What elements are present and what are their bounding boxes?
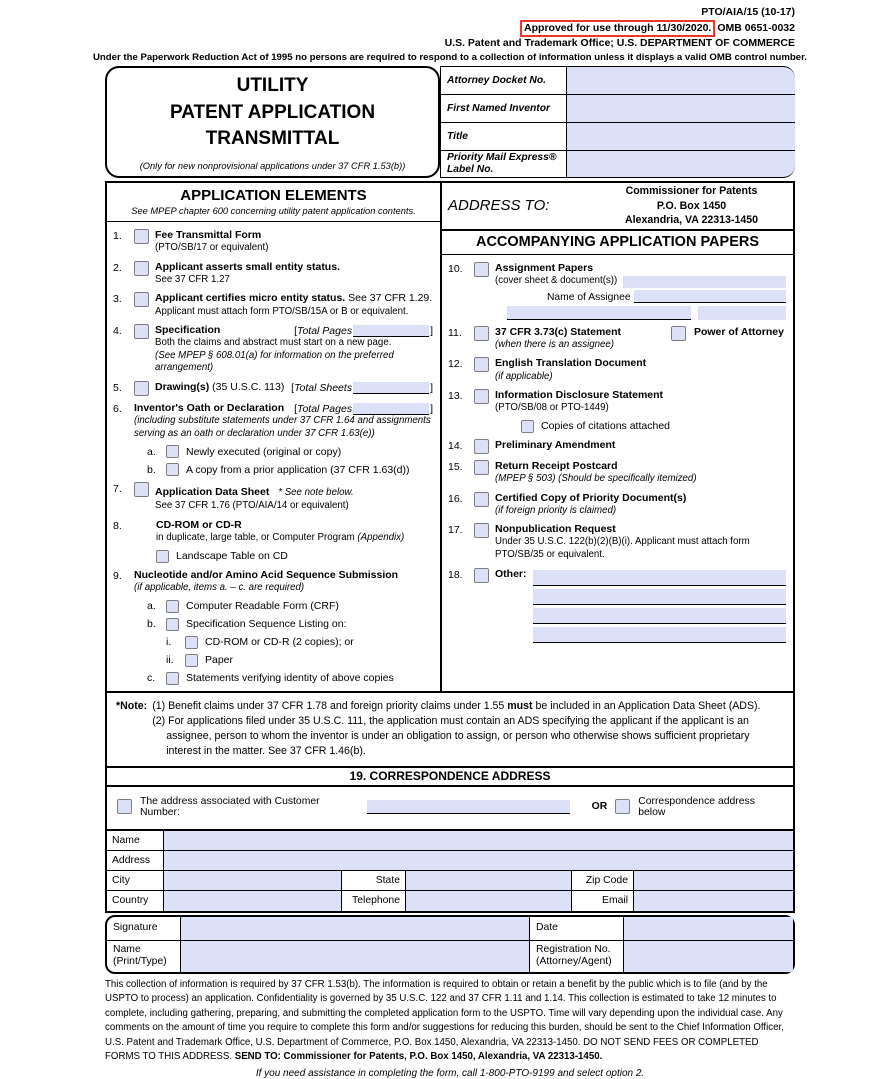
cover-sheet-row <box>495 275 786 288</box>
item-6a-row <box>147 445 433 458</box>
assignee-continuation-input-1[interactable] <box>507 306 691 320</box>
item-3-title-suffix: See 37 CFR 1.29. <box>345 292 433 305</box>
correspondence-header: 19. CORRESPONDENCE ADDRESS <box>107 766 793 787</box>
other-input-line-3[interactable] <box>533 608 787 624</box>
crf-checkbox[interactable] <box>166 600 179 613</box>
item-9bi-row <box>166 636 433 649</box>
item-16-sub: (if foreign priority is claimed) <box>495 504 617 516</box>
state-input[interactable] <box>405 871 571 890</box>
first-named-inventor-input[interactable] <box>567 94 795 122</box>
name-of-assignee-input[interactable] <box>634 290 786 303</box>
micro-entity-checkbox[interactable] <box>134 292 149 307</box>
accompanying-papers-list <box>442 255 793 652</box>
send-to-bold: SEND TO: Commissioner for Patents, P.O. Box 1450, Alexandria, VA 22313-1450. <box>234 1051 603 1063</box>
other-input-line-4[interactable] <box>533 627 787 643</box>
form-header <box>105 6 795 51</box>
address-to-label: ADDRESS TO: <box>448 197 550 215</box>
item-6a-label: a. <box>147 445 156 458</box>
country-telephone-email-row <box>107 891 793 911</box>
accompanying-papers-header: ACCOMPANYING APPLICATION PAPERS <box>442 231 793 255</box>
item-10-title: Assignment Papers <box>495 261 594 274</box>
item-3-micro-entity <box>113 292 433 318</box>
first-named-inventor-row <box>440 94 795 122</box>
item-14-number: 14. <box>448 439 463 452</box>
item-1-title: Fee Transmittal Form <box>155 228 262 241</box>
item-6-oath-declaration <box>113 402 433 476</box>
form-title-subtitle: (Only for new nonprovisional applications under 37 CFR 1.53(b)) <box>139 160 406 171</box>
item-8-appendix: (Appendix) <box>357 532 405 544</box>
item-14-title: Preliminary Amendment <box>495 438 616 451</box>
title-row <box>440 122 795 150</box>
correspondence-below-text: Correspondence address below <box>638 795 755 818</box>
item-13-title: Information Disclosure Statement <box>495 389 664 402</box>
main-form-area <box>105 181 795 913</box>
assignment-papers-checkbox[interactable] <box>474 262 489 277</box>
return-receipt-checkbox[interactable] <box>474 460 489 475</box>
correspondence-below-checkbox[interactable] <box>615 799 630 814</box>
note-1-must: must <box>507 699 533 712</box>
cdrom-copies-checkbox[interactable] <box>185 636 198 649</box>
english-translation-checkbox[interactable] <box>474 357 489 372</box>
power-of-attorney-label: Power of Attorney <box>693 325 784 338</box>
power-of-attorney-checkbox[interactable] <box>671 326 686 341</box>
item-3-sub: Applicant must attach form PTO/SB/15A or B or equivalent. <box>155 305 409 317</box>
cfr-373c-checkbox[interactable] <box>474 326 489 341</box>
approval-highlight-box: Approved for use through 11/30/2020. <box>520 20 715 38</box>
city-label: City <box>112 874 130 886</box>
item-9bii-row <box>166 654 433 667</box>
item-5-drawings <box>113 381 433 396</box>
commissioner-address: Commissioner for Patents P.O. Box 1450 Alexandria, VA 22313-1450 <box>624 185 759 227</box>
header-fields-table <box>440 66 795 178</box>
note-label: *Note: <box>116 699 148 712</box>
nonpublication-checkbox[interactable] <box>474 523 489 538</box>
item-9a-label: a. <box>147 600 156 612</box>
item-12-english-translation <box>448 357 786 383</box>
accompanying-papers-column <box>440 183 793 691</box>
priority-mail-label: Priority Mail Express® Label No. <box>440 150 567 178</box>
form-body <box>93 6 807 1079</box>
total-pages-label: Total Pages <box>297 325 353 338</box>
item-9-number: 9. <box>113 569 122 582</box>
zip-input[interactable] <box>633 871 793 890</box>
omb-number: OMB 0651-0032 <box>717 21 795 34</box>
item-8-sub: in duplicate, large table, or Computer Program (Appendix) <box>156 532 405 544</box>
item-7-title: Application Data Sheet <box>155 486 270 499</box>
item-2-small-entity <box>113 261 433 287</box>
priority-mail-input[interactable] <box>567 150 795 178</box>
assistance-line: If you need assistance in completing the form, call 1-800-PTO-9199 and select option 2. <box>255 1067 645 1079</box>
name-input[interactable] <box>163 831 793 850</box>
specification-total-pages-input[interactable] <box>353 325 429 337</box>
item-8-title: CD-ROM or CD-R <box>156 519 242 532</box>
preliminary-amendment-checkbox[interactable] <box>474 439 489 454</box>
item-18-title: Other: <box>495 567 527 580</box>
item-12-title: English Translation Document <box>495 357 647 370</box>
head-section <box>105 66 795 178</box>
item-15-number: 15. <box>448 460 463 473</box>
note-1: (1) Benefit claims under 37 CFR 1.78 and foreign priority claims under 1.55 must be included in an Application Data Sheet (ADS). <box>152 699 761 712</box>
telephone-label: Telephone <box>341 891 405 911</box>
city-state-zip-row <box>107 871 793 891</box>
signature-block <box>105 915 795 974</box>
application-data-sheet-checkbox[interactable] <box>134 482 149 497</box>
paperwork-reduction-notice: Under the Paperwork Reduction Act of 1995 no persons are required to respond to a collection of information unless it displays a valid OMB control number. <box>93 51 807 63</box>
city-input[interactable] <box>163 871 341 890</box>
item-9-sub: (if applicable, items a. – c. are required) <box>134 581 305 593</box>
item-4-title: Specification <box>155 324 221 337</box>
item-14-preliminary-amendment <box>448 439 786 454</box>
or-label: OR <box>591 801 608 813</box>
item-16-title: Certified Copy of Priority Document(s) <box>495 491 687 504</box>
printed-name-label: Name (Print/Type) <box>113 943 167 968</box>
oath-total-pages-label: Total Pages <box>297 403 353 416</box>
item-7-sub: See 37 CFR 1.76 (PTO/AIA/14 or equivalent) <box>155 500 349 512</box>
item-2-number: 2. <box>113 261 122 274</box>
item-9c-text: Statements verifying identity of above copies <box>186 672 394 684</box>
approval-line <box>105 20 795 38</box>
item-9a-row <box>147 600 433 613</box>
item-15-sub: (MPEP § 503) (Should be specifically itemized) <box>495 472 697 484</box>
date-label: Date <box>529 917 623 940</box>
item-15-return-receipt <box>448 460 786 486</box>
ids-checkbox[interactable] <box>474 389 489 404</box>
item-2-title: Applicant asserts small entity status. <box>155 260 340 273</box>
item-17-title: Nonpublication Request <box>495 523 616 536</box>
item-7-number: 7. <box>113 483 122 496</box>
assignee-row <box>547 290 786 303</box>
attorney-docket-input[interactable] <box>567 66 795 94</box>
item-8-cdrom <box>113 519 433 563</box>
item-11-number: 11. <box>448 326 462 339</box>
email-input[interactable] <box>633 891 793 911</box>
printed-name-registration-row <box>107 941 793 972</box>
item-11-373c-statement <box>448 326 786 352</box>
item-2-sub: See 37 CFR 1.27 <box>155 273 230 285</box>
first-named-inventor-label: First Named Inventor <box>440 94 567 122</box>
landscape-table-row <box>156 550 433 563</box>
item-4-number: 4. <box>113 325 122 338</box>
other-checkbox[interactable] <box>474 568 489 583</box>
country-label: Country <box>112 895 149 907</box>
item-8-number: 8. <box>113 520 122 533</box>
email-label: Email <box>571 891 633 911</box>
name-row <box>107 831 793 851</box>
item-9b-text: Specification Sequence Listing on: <box>186 618 347 630</box>
item-9b-label: b. <box>147 618 156 630</box>
assignment-input-top[interactable] <box>623 276 786 288</box>
oath-total-pages-input[interactable] <box>353 403 429 415</box>
registration-number-input[interactable] <box>623 941 793 972</box>
title-input[interactable] <box>567 122 795 150</box>
item-9c-label: c. <box>147 672 156 684</box>
address-to-row <box>442 183 793 231</box>
item-6-sub: (including substitute statements under 37 CFR 1.64 and assignments serving as an oath or declaration under 37 CFR 1.63(e)) <box>134 415 431 439</box>
form-title: UTILITY PATENT APPLICATION TRANSMITTAL <box>169 75 376 150</box>
item-5-number: 5. <box>113 382 122 395</box>
assignee-continuation-input-2[interactable] <box>698 306 786 320</box>
item-12-sub: (if applicable) <box>495 370 553 382</box>
title-box <box>105 66 440 178</box>
item-3-number: 3. <box>113 293 122 306</box>
priority-mail-row <box>440 150 795 178</box>
title-label: Title <box>440 122 567 150</box>
customer-number-checkbox[interactable] <box>117 799 132 814</box>
citations-row <box>521 420 786 433</box>
state-label: State <box>341 871 405 890</box>
item-10-sub: (cover sheet & document(s)) <box>495 275 618 287</box>
item-4-specification <box>113 324 433 375</box>
item-9-sequence-submission <box>113 569 433 685</box>
other-input-line-1[interactable] <box>533 570 787 586</box>
item-13-ids <box>448 389 786 433</box>
registration-number-label: Registration No. (Attorney/Agent) <box>529 941 623 972</box>
drawings-total-sheets-input[interactable] <box>353 382 429 394</box>
item-16-certified-copy <box>448 492 786 518</box>
total-sheets-bracket: [ Total Sheets ] <box>291 382 433 395</box>
customer-number-row <box>107 787 793 829</box>
zip-label: Zip Code <box>571 871 633 890</box>
other-input-line-2[interactable] <box>533 589 787 605</box>
item-6b-label: b. <box>147 463 156 476</box>
country-input[interactable] <box>163 891 341 911</box>
certified-copy-checkbox[interactable] <box>474 492 489 507</box>
item-9a-text: Computer Readable Form (CRF) <box>186 600 339 612</box>
other-input-lines <box>533 568 787 646</box>
item-1-number: 1. <box>113 229 122 242</box>
name-label: Name <box>112 834 140 846</box>
item-12-number: 12. <box>448 358 463 371</box>
date-input[interactable] <box>623 917 793 940</box>
item-1-fee-transmittal <box>113 229 433 255</box>
item-9b-row <box>147 618 433 631</box>
printed-name-input[interactable] <box>180 941 529 972</box>
item-9bi-label: i. <box>166 636 172 648</box>
item-9bi-text: CD-ROM or CD-R (2 copies); or <box>205 636 354 648</box>
specification-checkbox[interactable] <box>134 324 149 339</box>
signature-label: Signature <box>113 921 158 933</box>
signature-date-row <box>107 917 793 941</box>
item-13-number: 13. <box>448 390 463 403</box>
item-6a-text: Newly executed (original or copy) <box>186 445 342 458</box>
item-4-sub2: (See MPEP § 608.01(a) for information on the preferred arrangement) <box>155 349 394 374</box>
item-17-sub: Under 35 U.S.C. 122(b)(2)(B)(i). Applicant must attach form PTO/SB/35 or equivalent. <box>495 536 750 561</box>
application-elements-header <box>107 183 440 222</box>
burden-statement: This collection of information is required by 37 CFR 1.53(b). The information is required to obtain or retain a benefit by the public which is to file (and by the USPTO to process) an application. Confidentiality is governed by 35 U.S.C. 122 and 37 CFR 1.11 and 1.14. This collection is estimated to take 12 minutes to complete, including gathering, preparing, and submitting the completed application form to the USPTO. Time will vary depending upon the individual case. Any comments on the amount of time you require to complete this form and/or suggestions for reducing this burden, should be sent to the Chief Information Officer, U.S. Patent and Trademark Office, U.S. Department of Commerce, P.O. Box 1450, Alexandria, VA 22313-1450. DO NOT SEND FEES OR COMPLETED FORMS TO THIS ADDRESS. SEND TO: Commissioner for Patents, P.O. Box 1450, Alexandria, VA 22313-1450. <box>105 978 784 1063</box>
item-1-sub: (PTO/SB/17 or equivalent) <box>155 242 269 254</box>
item-6-title: Inventor's Oath or Declaration <box>134 402 285 415</box>
power-of-attorney-group <box>671 326 786 352</box>
newly-executed-checkbox[interactable] <box>166 445 179 458</box>
application-elements-subtitle: See MPEP chapter 600 concerning utility patent application contents. <box>131 205 416 216</box>
item-16-number: 16. <box>448 492 463 505</box>
telephone-input[interactable] <box>405 891 571 911</box>
total-pages-bracket: [ Total Pages ] <box>294 325 433 338</box>
item-4-sub1: Both the claims and abstract must start on a new page. <box>155 337 392 349</box>
assignee-continuation-row <box>507 306 786 320</box>
note-2: (2) For applications filed under 35 U.S.C. 111, the application must contain an ADS specifying the applicant if the applicant is an assignee, person to whom the inventor is under an obligation to assign, or person who otherwise shows sufficient proprietary interest in the matter. See 37 CFR 1.46(b). <box>152 714 750 757</box>
paper-checkbox[interactable] <box>185 654 198 667</box>
form-number: PTO/AIA/15 (10-17) <box>701 6 795 18</box>
statements-verifying-checkbox[interactable] <box>166 672 179 685</box>
fee-transmittal-checkbox[interactable] <box>134 229 149 244</box>
item-7-note: * See note below. <box>278 487 354 499</box>
customer-number-input[interactable] <box>367 800 569 814</box>
signature-input[interactable] <box>180 917 529 940</box>
sequence-listing-checkbox[interactable] <box>166 618 179 631</box>
total-sheets-label: Total Sheets <box>294 382 353 395</box>
landscape-table-text: Landscape Table on CD <box>176 550 288 563</box>
item-9bii-text: Paper <box>205 654 234 666</box>
item-18-other <box>448 568 786 646</box>
item-17-number: 17. <box>448 524 463 537</box>
item-3-title: Applicant certifies micro entity status. See 37 CFR 1.29. <box>155 292 433 305</box>
item-7-application-data-sheet <box>113 482 433 513</box>
item-15-title: Return Receipt Postcard <box>495 459 618 472</box>
small-entity-checkbox[interactable] <box>134 261 149 276</box>
item-18-number: 18. <box>448 568 463 581</box>
customer-number-text: The address associated with Customer Number: <box>140 795 320 818</box>
application-elements-column <box>107 183 440 691</box>
citations-attached-text: Copies of citations attached <box>541 420 670 433</box>
item-13-sub: (PTO/SB/08 or PTO-1449) <box>495 402 609 414</box>
item-6b-text: A copy from a prior application (37 CFR 1.63(d)) <box>186 463 410 476</box>
oath-total-pages-bracket: [ Total Pages ] <box>294 403 433 416</box>
item-5-title: Drawing(s) (35 U.S.C. 113) <box>155 381 285 394</box>
note-section <box>107 691 793 766</box>
correspondence-address-table <box>107 829 793 911</box>
address-label: Address <box>112 854 151 866</box>
agency-line: U.S. Patent and Trademark Office; U.S. DEPARTMENT OF COMMERCE <box>444 37 795 50</box>
item-17-nonpublication <box>448 523 786 561</box>
item-10-number: 10. <box>448 262 463 275</box>
attorney-docket-row <box>440 66 795 94</box>
item-9bii-label: ii. <box>166 654 174 666</box>
two-column-section <box>107 183 793 691</box>
item-10-assignment-papers <box>448 262 786 320</box>
item-11-sub: (when there is an assignee) <box>495 338 615 350</box>
item-9c-row <box>147 672 433 685</box>
address-input[interactable] <box>163 851 793 870</box>
item-7-title-row <box>155 482 433 500</box>
attorney-docket-label: Attorney Docket No. <box>440 66 567 94</box>
address-row <box>107 851 793 871</box>
copy-prior-application-checkbox[interactable] <box>166 463 179 476</box>
note-body <box>152 699 784 759</box>
application-elements-list <box>107 222 440 691</box>
item-6b-row <box>147 463 433 476</box>
item-6-number: 6. <box>113 403 122 416</box>
item-9-title: Nucleotide and/or Amino Acid Sequence Submission <box>134 568 399 581</box>
item-5-title-suffix: (35 U.S.C. 113) <box>209 381 285 394</box>
item-11-title: 37 CFR 3.73(c) Statement <box>495 325 622 338</box>
application-elements-title: APPLICATION ELEMENTS <box>180 186 367 204</box>
name-of-assignee-label: Name of Assignee <box>547 291 631 303</box>
citations-attached-checkbox[interactable] <box>521 420 534 433</box>
drawings-checkbox[interactable] <box>134 381 149 396</box>
landscape-table-checkbox[interactable] <box>156 550 169 563</box>
